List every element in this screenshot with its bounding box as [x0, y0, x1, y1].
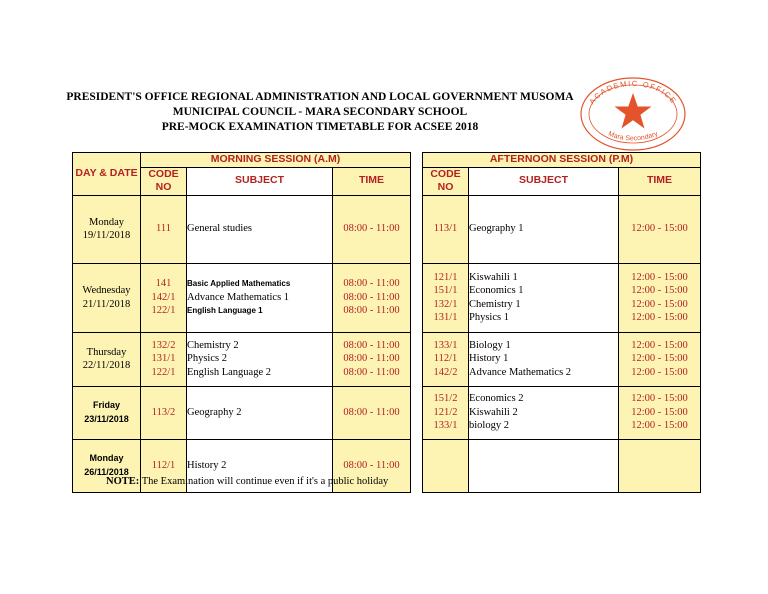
subject: Economics 1	[469, 285, 524, 296]
star-icon	[615, 93, 652, 129]
day-label: Thursday	[86, 346, 127, 358]
code: 142/1	[151, 291, 176, 303]
time: 12:00 - 15:00	[631, 298, 688, 310]
code: 122/1	[151, 305, 176, 317]
time: 12:00 - 15:00	[631, 420, 688, 432]
date-label: 26/11/2018	[84, 466, 129, 477]
code: 141	[155, 278, 172, 290]
am-time-cell	[333, 386, 411, 439]
header-line-1: PRESIDENT'S OFFICE REGIONAL ADMINISTRATION AND LOCAL GOVERNMENT MUSOMA	[66, 91, 574, 103]
code: 112/1	[433, 353, 458, 365]
subject: Kiswahili 1	[469, 271, 518, 283]
code: 132/1	[433, 298, 458, 310]
subject: Advance Mathematics 2	[469, 366, 572, 378]
am-code-cell	[141, 386, 187, 439]
am-time-cell	[333, 332, 411, 386]
pm-subject-cell	[469, 332, 619, 386]
header-line-3: PRE-MOCK EXAMINATION TIMETABLE FOR ACSEE 2018	[161, 121, 479, 133]
note-label: NOTE:	[106, 476, 140, 487]
footnote	[106, 476, 388, 487]
subject: biology 2	[469, 420, 509, 432]
time: 12:00 - 15:00	[631, 312, 688, 323]
pm-subject-cell	[469, 386, 619, 439]
table-row	[73, 263, 701, 332]
pm-time-cell	[619, 439, 701, 492]
time: 12:00 - 15:00	[631, 406, 688, 418]
code: 131/1	[151, 353, 176, 365]
code: 132/2	[151, 339, 176, 351]
pm-time-cell	[619, 386, 701, 439]
day-date-cell	[73, 386, 141, 439]
code: 112/1	[151, 459, 176, 471]
morning-session-header: MORNING SESSION (A.M)	[141, 153, 411, 168]
pm-time-header: TIME	[619, 167, 701, 195]
am-time-cell	[333, 263, 411, 332]
table-row	[73, 386, 701, 439]
header-line-2: MUNICIPAL COUNCIL - MARA SECONDARY SCHOOL	[172, 106, 468, 118]
pm-code-cell	[423, 195, 469, 263]
pm-code-cell	[423, 439, 469, 492]
am-subject-cell	[187, 332, 333, 386]
afternoon-session-header: AFTERNOON SESSION (P.M)	[423, 153, 701, 168]
pm-time-cell	[619, 195, 701, 263]
day-date-cell	[73, 263, 141, 332]
time: 12:00 - 15:00	[631, 285, 688, 296]
pm-subject-cell	[469, 195, 619, 263]
code: 113/1	[433, 223, 458, 235]
time: 12:00 - 15:00	[631, 339, 688, 351]
subject: Economics 2	[469, 393, 524, 405]
time: 08:00 - 11:00	[343, 278, 400, 290]
time: 08:00 - 11:00	[343, 339, 400, 351]
day-label: Monday	[89, 453, 124, 463]
subject: English Language 2	[187, 366, 271, 378]
pm-code-cell	[423, 386, 469, 439]
am-code-cell	[141, 263, 187, 332]
code: 122/1	[151, 366, 176, 378]
code: 121/2	[433, 406, 458, 418]
pm-code-cell	[423, 263, 469, 332]
code: 113/2	[151, 406, 176, 418]
code: 121/1	[433, 271, 458, 283]
time: 12:00 - 15:00	[631, 223, 688, 235]
day-date-cell	[73, 195, 141, 263]
am-subject-cell	[187, 386, 333, 439]
code: 142/2	[433, 366, 458, 378]
time: 12:00 - 15:00	[631, 353, 688, 365]
date-label: 21/11/2018	[82, 298, 131, 310]
subject: Physics 1	[469, 312, 509, 323]
subject: Basic Applied Mathematics	[187, 279, 291, 289]
am-code-header: CODE NO	[141, 167, 187, 195]
time: 08:00 - 11:00	[343, 291, 400, 303]
am-subject-cell	[187, 263, 333, 332]
timetable	[72, 152, 701, 493]
note-text: The Examination will continue even if it's a public holiday	[139, 476, 389, 487]
subject: History 1	[469, 353, 509, 365]
subject: Kiswahili 2	[469, 406, 518, 418]
subject: Physics 2	[187, 353, 227, 365]
pm-subject-cell	[469, 263, 619, 332]
academic-office-stamp	[578, 76, 688, 152]
code: 151/1	[433, 285, 458, 296]
time: 08:00 - 11:00	[343, 305, 400, 317]
day-label: Monday	[89, 216, 124, 228]
am-code-cell	[141, 332, 187, 386]
time: 12:00 - 15:00	[631, 393, 688, 405]
day-label: Friday	[92, 400, 120, 410]
am-subject-cell	[187, 195, 333, 263]
stamp-bottom-text: Mara Secondary	[607, 130, 659, 143]
time: 08:00 - 11:00	[343, 223, 400, 235]
subject: Chemistry 2	[187, 339, 239, 351]
day-date-header: DAY & DATE	[73, 153, 141, 196]
table-row	[73, 332, 701, 386]
pm-subject-cell	[469, 439, 619, 492]
am-subject-header: SUBJECT	[187, 167, 333, 195]
pm-time-cell	[619, 263, 701, 332]
pm-time-cell	[619, 332, 701, 386]
day-date-cell	[73, 332, 141, 386]
subject: Chemistry 1	[469, 298, 521, 310]
subject: History 2	[187, 459, 227, 471]
subject: Geography 2	[187, 406, 242, 418]
time: 12:00 - 15:00	[631, 271, 688, 283]
time: 12:00 - 15:00	[631, 366, 688, 378]
time: 08:00 - 11:00	[343, 459, 400, 471]
date-label: 19/11/2018	[82, 230, 131, 241]
time: 08:00 - 11:00	[343, 353, 400, 365]
code: 151/2	[433, 393, 458, 405]
time: 08:00 - 11:00	[343, 366, 400, 378]
subject: English Language 1	[187, 306, 263, 316]
pm-subject-header: SUBJECT	[469, 167, 619, 195]
am-time-header: TIME	[333, 167, 411, 195]
code: 133/1	[433, 420, 458, 432]
pm-code-cell	[423, 332, 469, 386]
date-label: 22/11/2018	[82, 360, 131, 371]
subject: Geography 1	[469, 223, 524, 235]
pm-code-header: CODE NO	[423, 167, 469, 195]
subject: Biology 1	[469, 339, 511, 351]
time: 08:00 - 11:00	[343, 406, 400, 418]
code: 133/1	[433, 339, 458, 351]
subject: General studies	[187, 223, 253, 235]
am-code-cell	[141, 195, 187, 263]
stamp-top-text: ACADEMIC OFFICE	[587, 78, 679, 106]
subject: Advance Mathematics 1	[187, 291, 290, 303]
am-time-cell	[333, 195, 411, 263]
code: 111	[156, 223, 171, 235]
date-label: 23/11/2018	[84, 413, 129, 424]
table-row	[73, 195, 701, 263]
code: 131/1	[433, 312, 458, 323]
day-label: Wednesday	[82, 285, 131, 296]
